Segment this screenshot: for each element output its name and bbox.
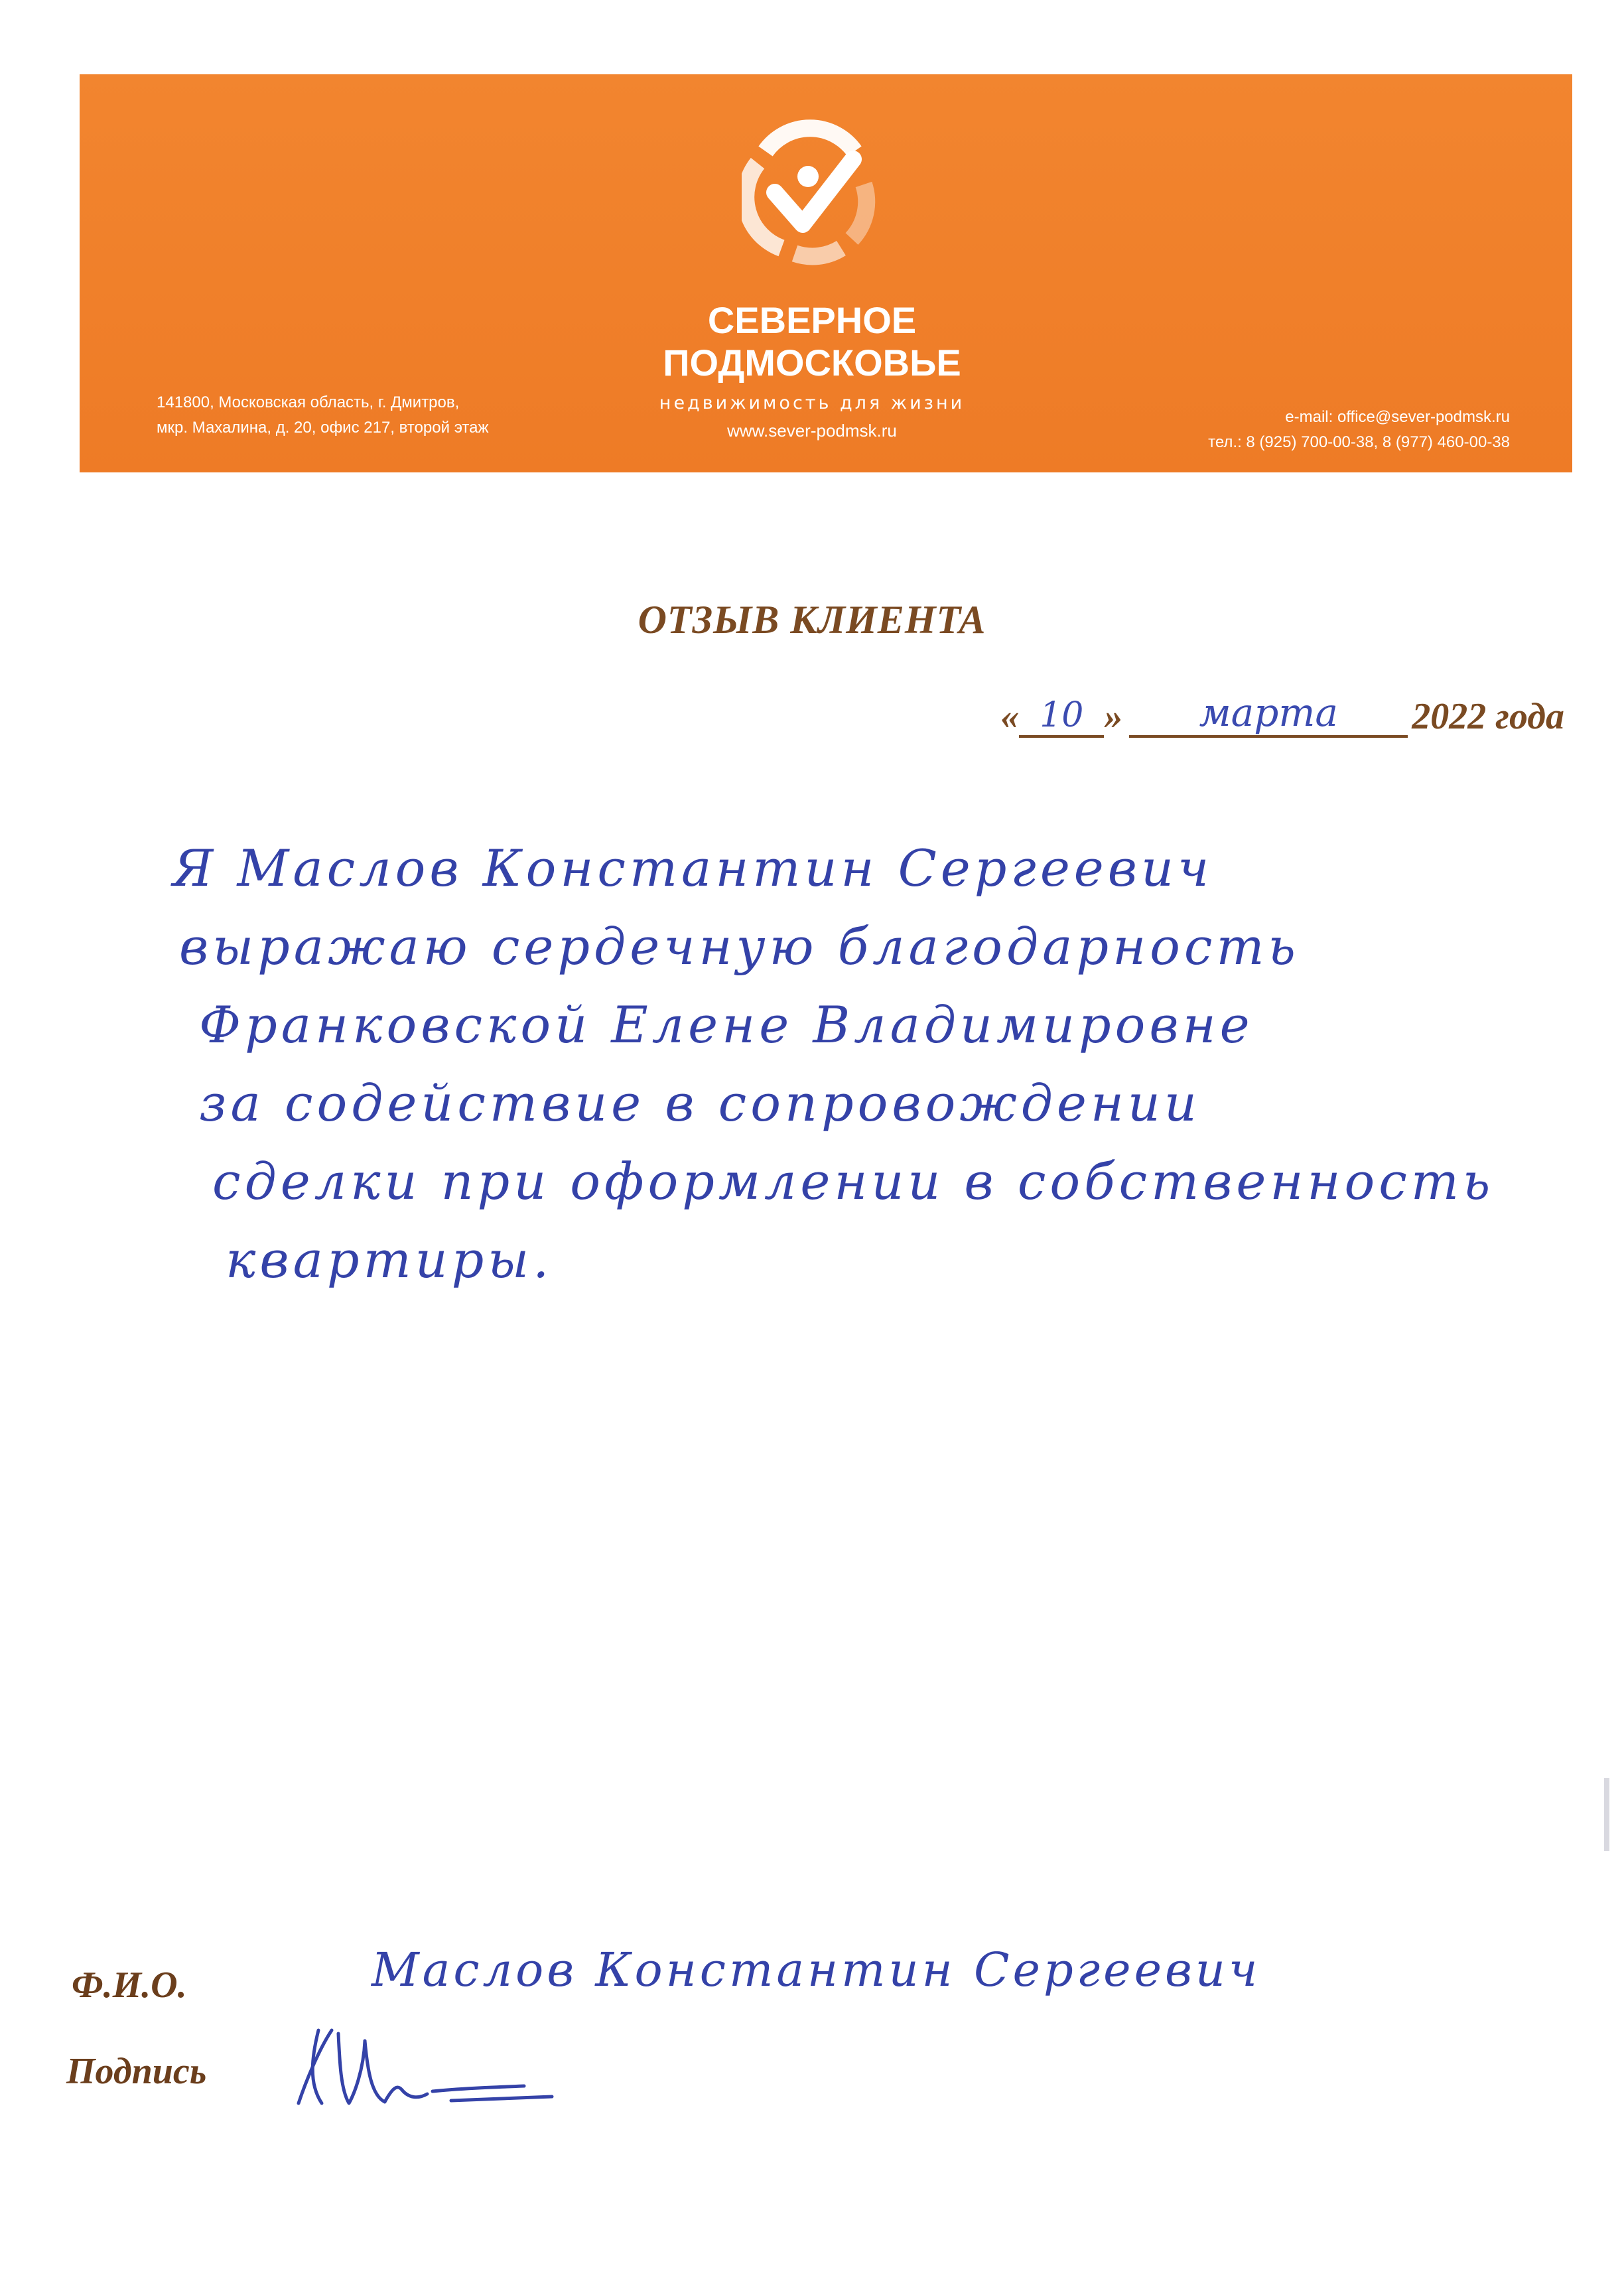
review-line: сделки при оформлении в собственность xyxy=(212,1152,1495,1211)
date-close-quote: » xyxy=(1104,696,1123,737)
brand-name-line2: ПОДМОСКОВЬЕ xyxy=(663,342,961,383)
company-address xyxy=(157,390,489,441)
address-line1: 141800, Московская область, г. Дмитров, xyxy=(157,393,460,411)
fio-handwritten-value: Маслов Константин Сергеевич xyxy=(372,1943,1261,1997)
fio-label: Ф.И.О. xyxy=(72,1965,187,2006)
handwritten-signature xyxy=(285,2017,564,2117)
address-line2: мкр. Махалина, д. 20, офис 217, второй этаж xyxy=(157,419,489,437)
brand-name-line1: СЕВЕРНОЕ xyxy=(707,299,917,341)
review-line: квартиры. xyxy=(226,1230,553,1289)
date-day-field: 10 xyxy=(1019,695,1104,738)
website-link: www.sever-podmsk.ru xyxy=(727,421,897,441)
scan-edge-mark xyxy=(1604,1778,1609,1851)
email-text: e-mail: office@sever-podmsk.ru xyxy=(1285,408,1510,426)
review-line: Франковской Елене Владимировне xyxy=(199,995,1254,1054)
date-row xyxy=(1000,690,1564,750)
brand-tagline: недвижимость для жизни xyxy=(659,393,965,413)
handwritten-review xyxy=(172,829,1599,1299)
review-line: выражаю сердечную благодарность xyxy=(179,917,1300,976)
signature-label: Подпись xyxy=(66,2051,207,2092)
form-title: ОТЗЫВ КЛИЕНТА xyxy=(638,598,986,642)
circle-check-person-logo-icon xyxy=(742,118,878,281)
phones-text: тел.: 8 (925) 700-00-38, 8 (977) 460-00-38 xyxy=(1208,433,1510,451)
review-line: за содействие в сопровождении xyxy=(199,1074,1201,1133)
company-contacts xyxy=(1208,405,1510,455)
date-month-field: марта xyxy=(1129,690,1408,738)
review-line: Я Маслов Константин Сергеевич xyxy=(172,839,1213,898)
date-year-text: 2022 года xyxy=(1412,696,1564,737)
date-open-quote: « xyxy=(1000,696,1020,737)
